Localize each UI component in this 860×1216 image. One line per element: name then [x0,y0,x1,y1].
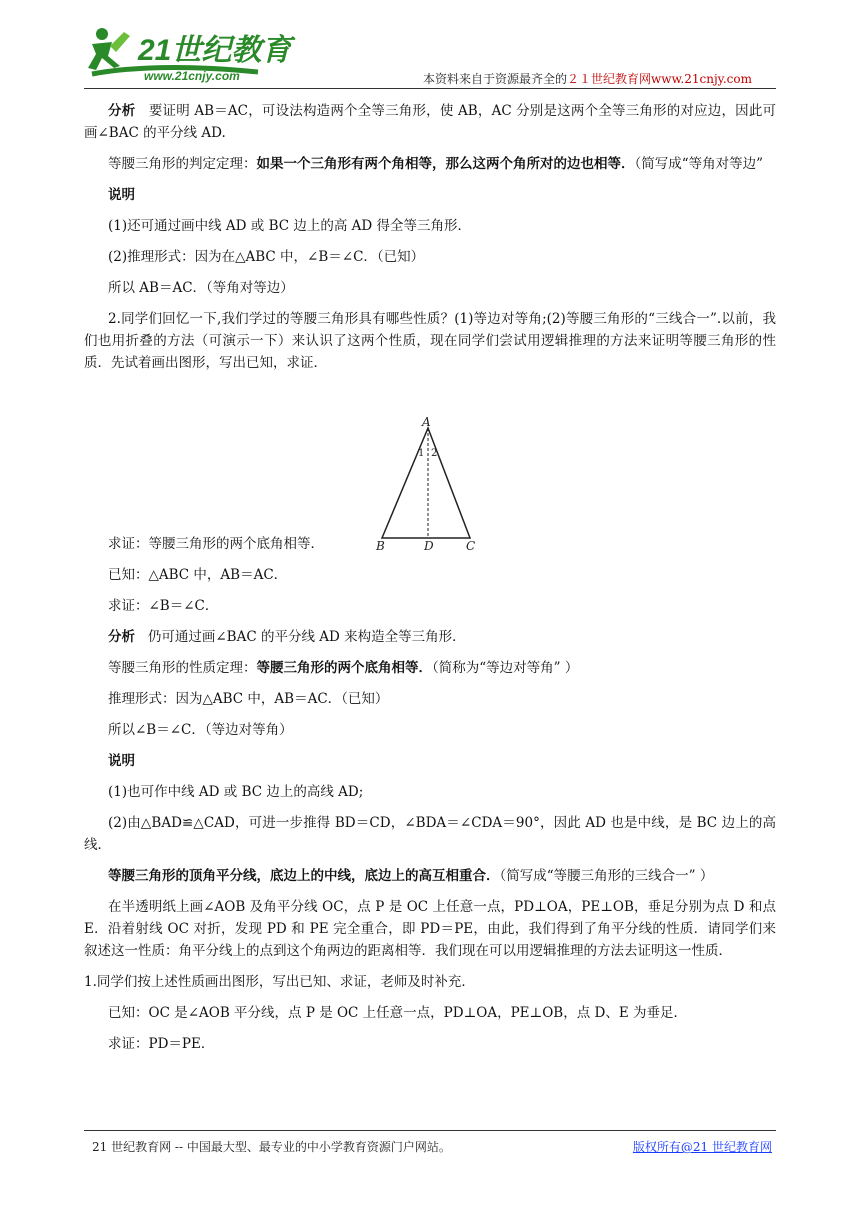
paragraph [84,153,776,175]
site-logo [78,22,338,88]
vertex-a-label: A [422,416,431,429]
theorem-note: （简写成“等腰三角形的三线合一” ） [499,868,714,884]
header-note-url[interactable]: www.21cnjy.com [651,72,752,86]
paragraph: 已知：△ABC 中，AB＝AC． [108,567,288,583]
angle-1-label: 1 [418,448,425,459]
paragraph: 2.同学们回忆一下,我们学过的等腰三角形具有哪些性质？(1)等边对等角;(2)等腰三角形的“三线合一”.以前，我们也用折叠的方法（可演示一下）来认识了这两个性质，现在同学们尝试用逻辑推理的方法来证明等腰三角形的性质．先试着画出图形，写出已知，求证． [84,311,776,371]
point-d-label: D [424,539,434,553]
footer-text: 21 世纪教育网 -- 中国最大型、最专业的中小学教育资源门户网站。 [92,1140,451,1154]
theorem-statement: 等腰三角形的顶角平分线，底边上的中线，底边上的高互相重合． [108,868,500,884]
triangle-figure [370,416,486,556]
paragraph: 求证：PD＝PE． [108,1036,215,1052]
paragraph: (1)还可通过画中线 AD 或 BC 边上的高 AD 得全等三角形． [108,218,472,234]
theorem-prefix: 等腰三角形的性质定理： [108,660,257,676]
paragraph: 已知：OC 是∠AOB 平分线，点 P 是 OC 上任意一点，PD⊥OA，PE⊥OB，点 D、E 为垂足． [108,1005,687,1021]
logo-text: 21世纪教育 [138,34,292,67]
header-rule [84,88,776,89]
document-body [84,100,776,1064]
theorem-note: （简称为“等边对等角” ） [432,660,579,676]
paragraph: 1.同学们按上述性质画出图形，写出已知、求证，老师及时补充． [84,974,475,990]
paragraph [84,657,776,679]
analysis-label: 分析 [108,103,136,119]
theorem-prefix: 等腰三角形的判定定理： [108,156,257,172]
paragraph: (2)推理形式：因为在△ABC 中，∠B＝∠C．（已知） [108,249,425,265]
paragraph: (2)由△BAD≌△CAD，可进一步推得 BD＝CD，∠BDA＝∠CDA＝90°，因此 AD 也是中线，是 BC 边上的高线． [84,815,776,853]
paragraph: 求证：等腰三角形的两个底角相等． [108,536,324,552]
angle-2-label: 2 [431,448,438,459]
footer-rule [84,1130,776,1131]
vertex-c-label: C [466,539,476,553]
triangle-abc [382,428,470,538]
paragraph: 所以 AB＝AC．（等角对等边） [108,280,294,296]
header-note [423,70,752,87]
note-heading: 说明 [108,753,135,769]
theorem-note: （简写成“等角对等边” [634,156,764,172]
paragraph [84,100,776,144]
paragraph [84,626,776,648]
paragraph: 所以∠B＝∠C．（等边对等角） [108,722,293,738]
paragraph: 在半透明纸上画∠AOB 及角平分线 OC，点 P 是 OC 上任意一点，PD⊥OA，PE⊥OB，垂足分别为点 D 和点 E．沿着射线 OC 对折，发现 PD 和 PE 完全重合，即 PD＝PE，由此，我们得到了角平分线的性质．请同学们来叙述这一性质：角平分线上的点到这个角两边的距离相等．我们现在可以用逻辑推理的方法去证明这一性质． [84,899,776,959]
paragraph [84,865,776,887]
copyright-link[interactable]: 版权所有@21 世纪教育网 [632,1140,772,1154]
paragraph: 推理形式：因为△ABC 中，AB＝AC．（已知） [108,691,389,707]
logo-url: www.21cnjy.com [144,69,240,83]
paragraph: 求证：∠B＝∠C． [108,598,219,614]
analysis-text: 仍可通过画∠BAC 的平分线 AD 来构造全等三角形． [147,629,466,645]
header-note-site[interactable]: ２１世纪教育网 [567,72,652,86]
analysis-label: 分析 [108,629,135,645]
theorem-statement: 等腰三角形的两个底角相等． [256,660,432,676]
header-note-prefix: 本资料来自于资源最齐全的 [423,72,568,86]
vertex-b-label: B [376,539,385,553]
runner-figure-icon [88,28,130,70]
note-heading: 说明 [108,187,135,203]
theorem-statement: 如果一个三角形有两个角相等，那么这两个角所对的边也相等． [256,156,635,172]
analysis-text: 要证明 AB＝AC，可设法构造两个全等三角形，使 AB，AC 分别是这两个全等三角形的对应边，因此可画∠BAC 的平分线 AD. [84,103,777,141]
paragraph: (1)也可作中线 AD 或 BC 边上的高线 AD; [108,784,364,800]
